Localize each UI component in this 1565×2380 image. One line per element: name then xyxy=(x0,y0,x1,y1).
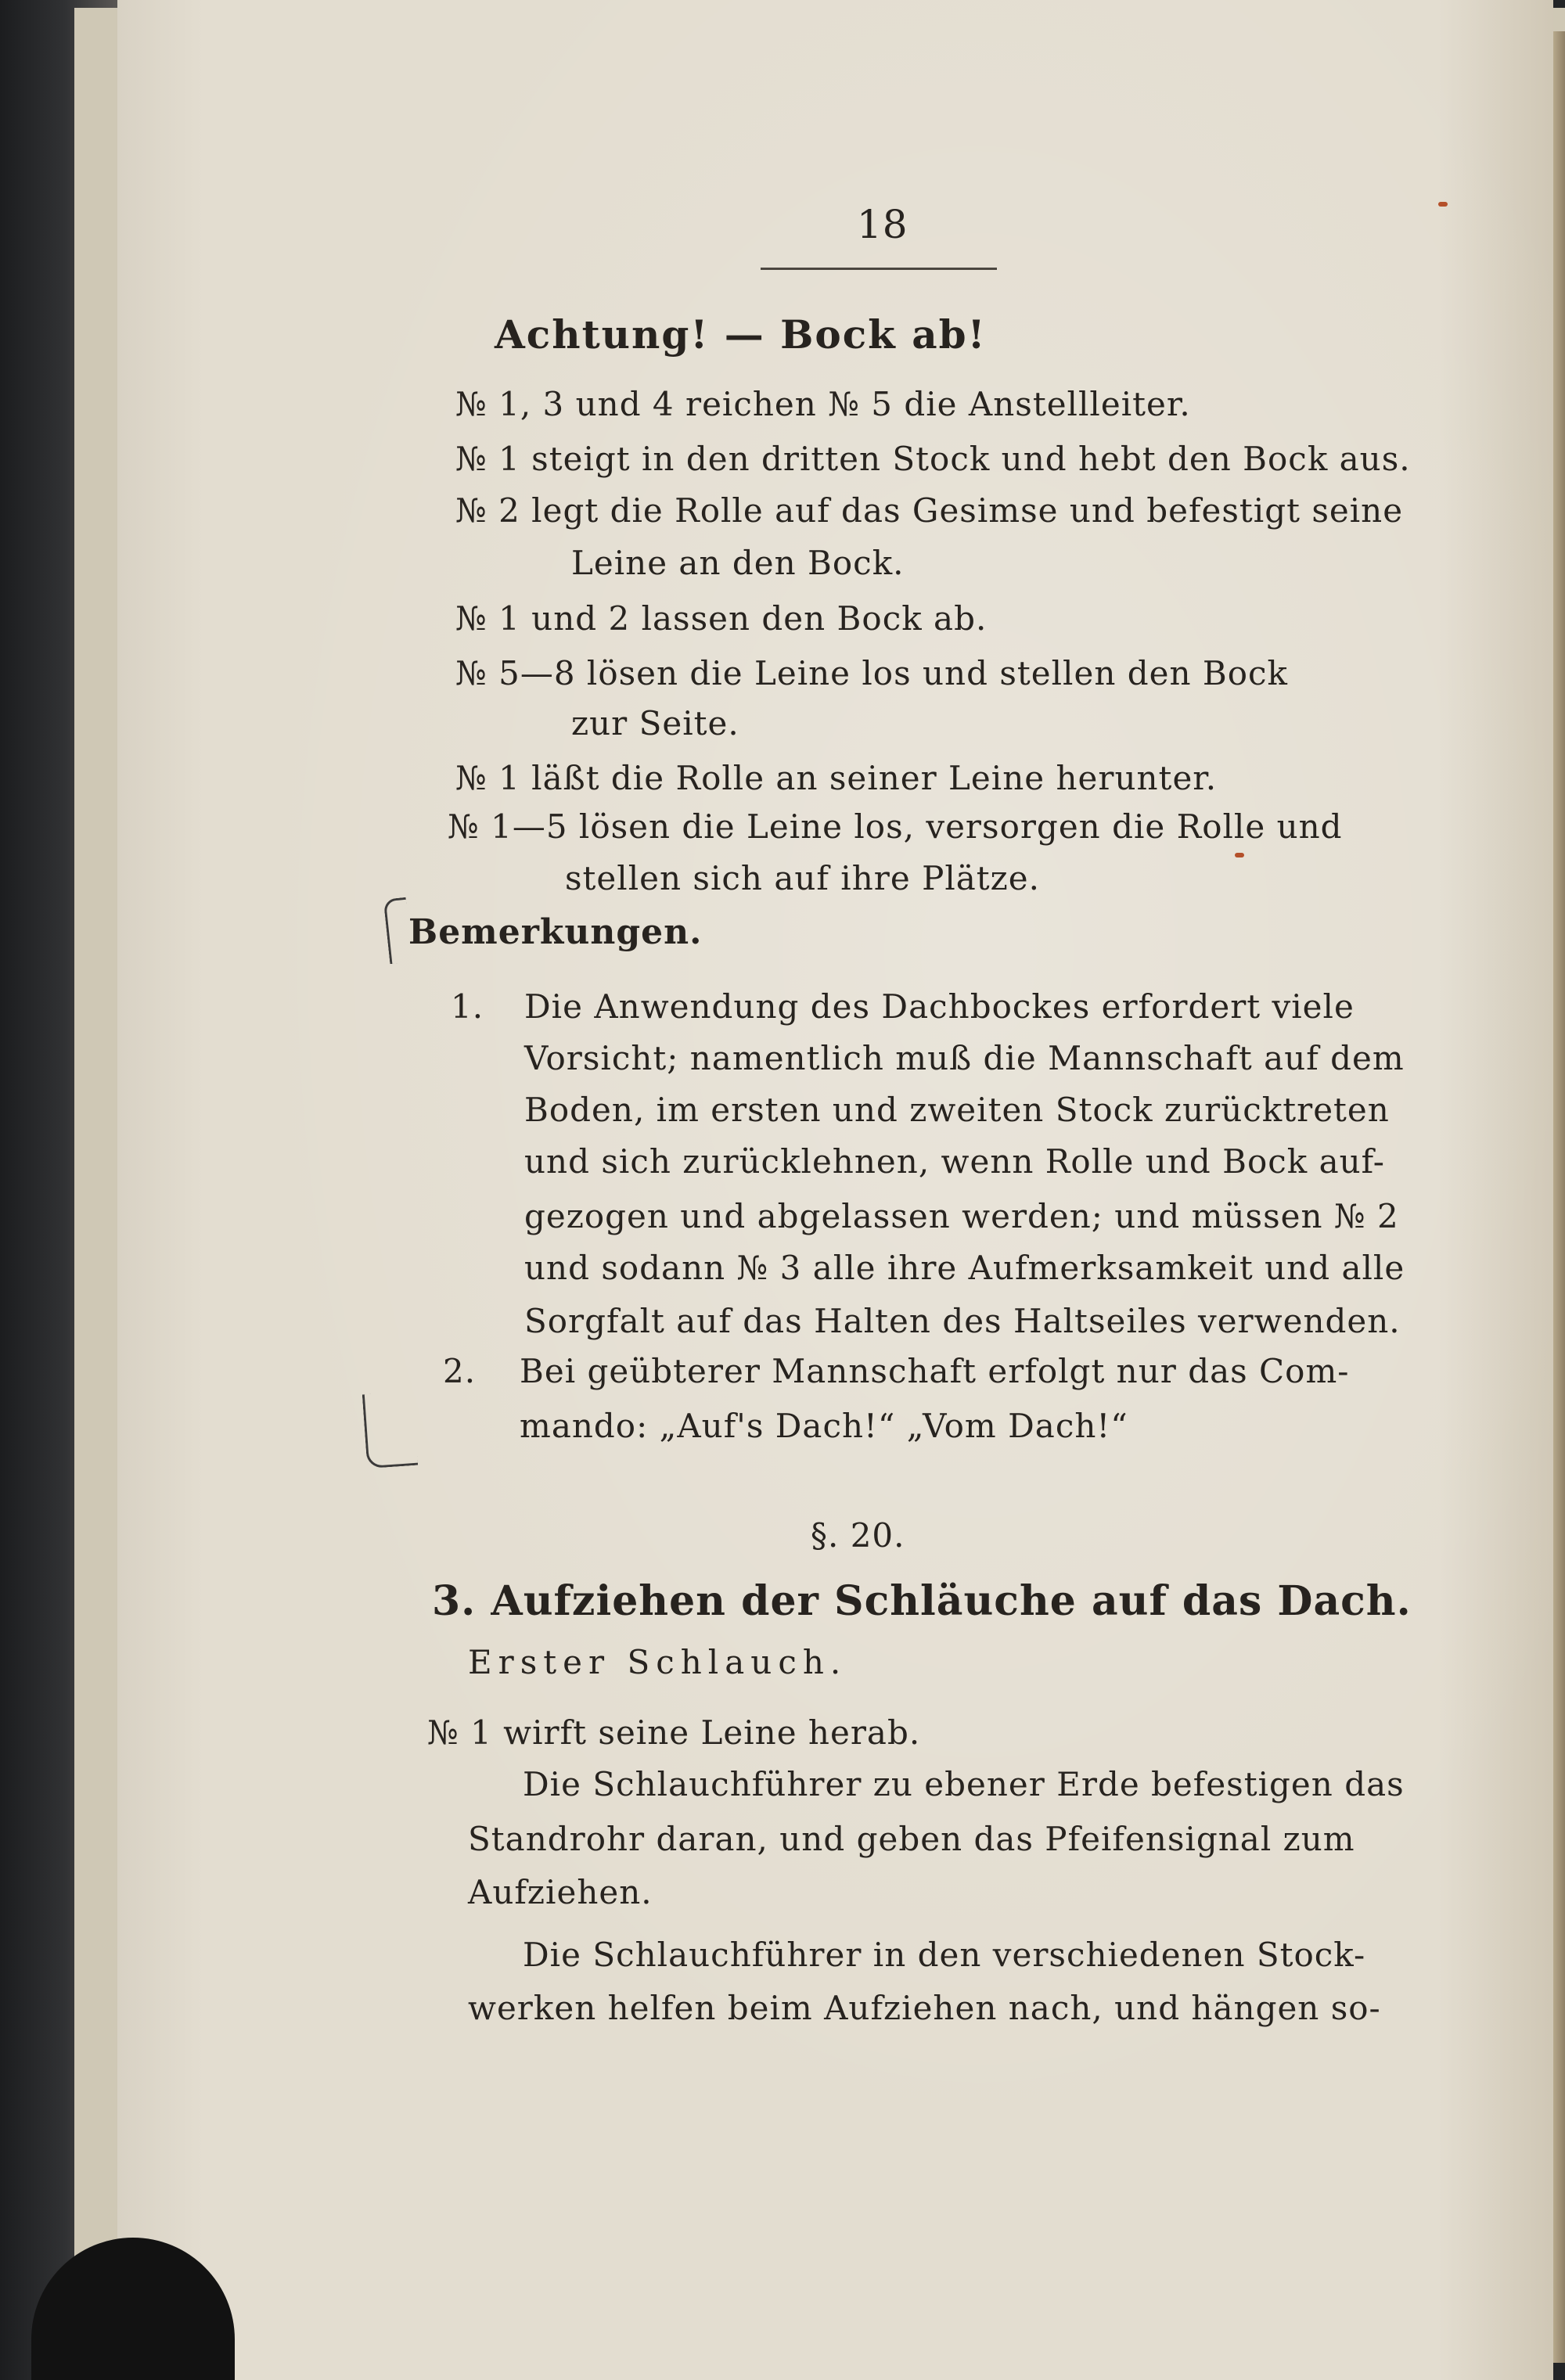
stain-mark xyxy=(1438,202,1448,207)
remark-number: 2. xyxy=(443,1352,477,1390)
page-heading: Achtung! — Bock ab! xyxy=(495,311,987,358)
command-line-continued: stellen sich auf ihre Plätze. xyxy=(565,859,1041,897)
command-line: № 1 läßt die Rolle an seiner Leine herunter. xyxy=(455,759,1218,797)
stain-mark xyxy=(1235,853,1244,857)
pencil-bracket-mark xyxy=(362,1391,418,1469)
command-line: № 1 und 2 lassen den Bock ab. xyxy=(455,599,988,638)
remark-line: und sich zurücklehnen, wenn Rolle und Bock auf- xyxy=(524,1142,1385,1181)
remark-line: gezogen und abgelassen werden; und müssen № 2 xyxy=(524,1197,1399,1235)
body-line: Standrohr daran, und geben das Pfeifensignal zum xyxy=(468,1820,1355,1858)
command-line: № 2 legt die Rolle auf das Gesimse und befestigt seine xyxy=(455,491,1404,530)
remark-line: Die Anwendung des Dachbockes erfordert viele xyxy=(524,987,1355,1026)
body-line: № 1 wirft seine Leine herab. xyxy=(427,1713,921,1752)
command-line: № 1—5 lösen die Leine los, versorgen die Rolle und xyxy=(448,807,1343,846)
command-line: № 1, 3 und 4 reichen № 5 die Anstellleiter. xyxy=(455,385,1191,423)
remark-line: mando: „Auf's Dach!“ „Vom Dach!“ xyxy=(520,1407,1128,1445)
subsection-heading: Erster Schlauch. xyxy=(468,1643,847,1681)
remark-line: Bei geübterer Mannschaft erfolgt nur das Com- xyxy=(520,1352,1350,1390)
remark-line: Boden, im ersten und zweiten Stock zurücktreten xyxy=(524,1091,1390,1129)
section-title: 3. Aufziehen der Schläuche auf das Dach. xyxy=(432,1577,1412,1625)
body-line: werken helfen beim Aufziehen nach, und hängen so- xyxy=(468,1989,1381,2027)
body-line: Aufziehen. xyxy=(468,1873,653,1911)
remark-number: 1. xyxy=(451,987,484,1026)
command-line-continued: Leine an den Bock. xyxy=(571,544,905,582)
remark-line: und sodann № 3 alle ihre Aufmerksamkeit und alle xyxy=(524,1249,1405,1287)
body-line: Die Schlauchführer zu ebener Erde befestigen das xyxy=(523,1765,1405,1803)
section-mark: §. 20. xyxy=(811,1516,905,1555)
remark-line: Sorgfalt auf das Halten des Haltseiles verwenden. xyxy=(524,1302,1401,1340)
command-line-continued: zur Seite. xyxy=(571,704,739,742)
command-line: № 5—8 lösen die Leine los und stellen den Bock xyxy=(455,654,1289,692)
page-number: 18 xyxy=(857,202,908,247)
remarks-heading: Bemerkungen. xyxy=(408,912,703,952)
command-line: № 1 steigt in den dritten Stock und hebt den Bock aus. xyxy=(455,440,1411,478)
body-line: Die Schlauchführer in den verschiedenen Stock- xyxy=(523,1936,1366,1974)
remark-line: Vorsicht; namentlich muß die Mannschaft auf dem xyxy=(524,1039,1405,1077)
header-rule xyxy=(761,268,997,270)
